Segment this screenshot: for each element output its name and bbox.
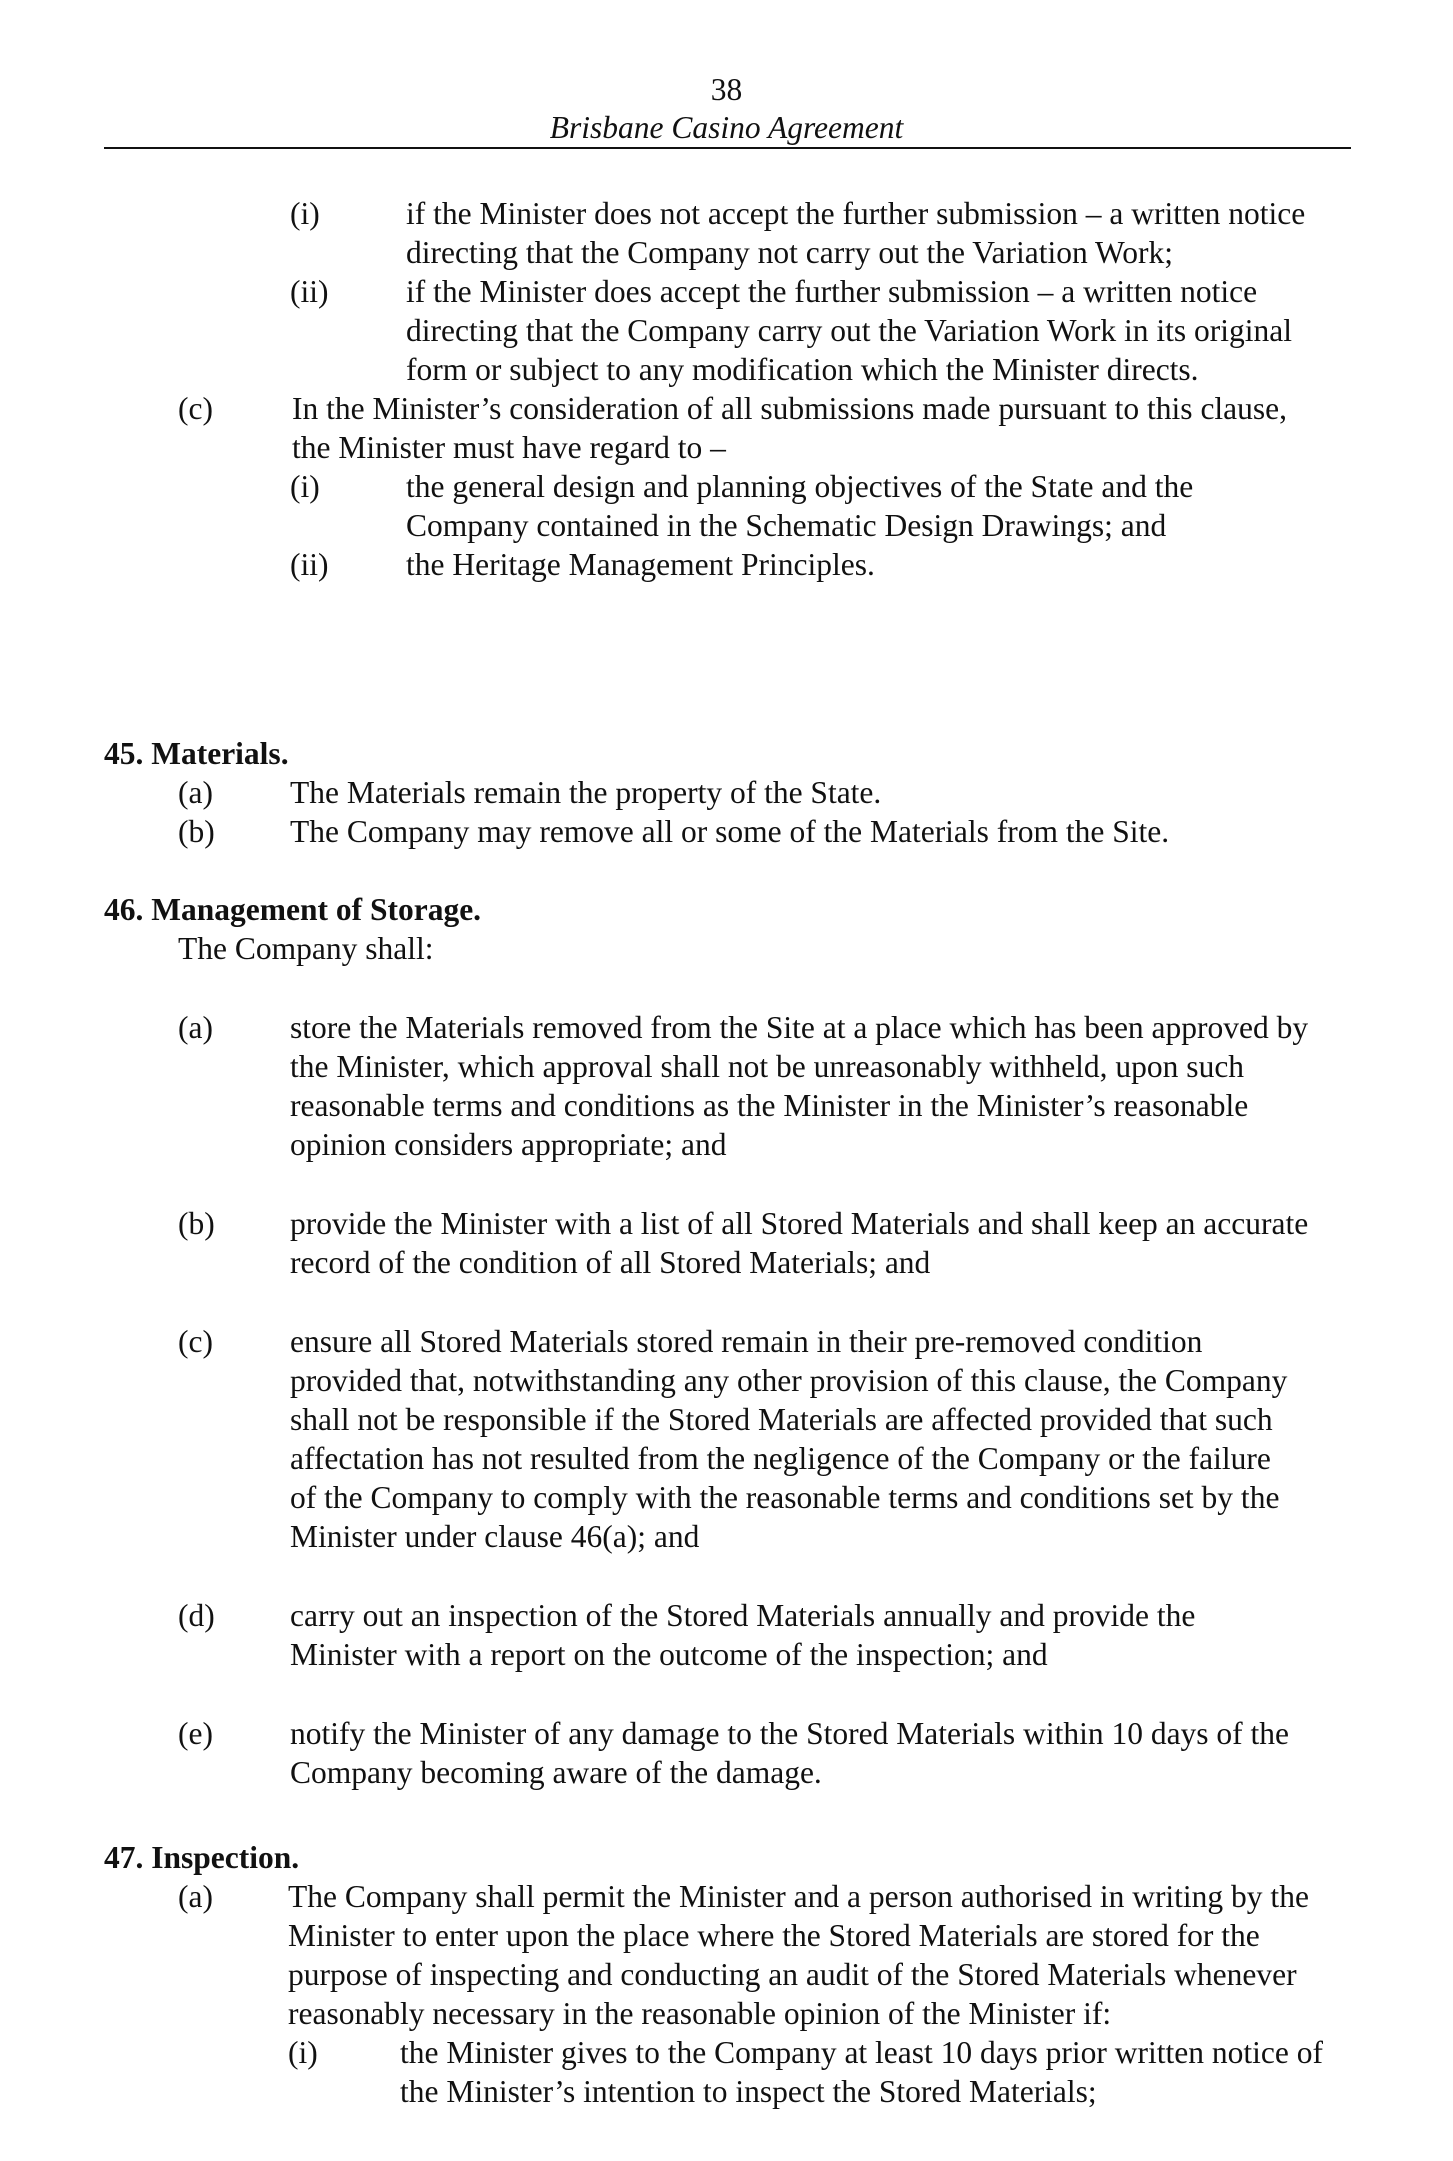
section-46-item-a [0,1008,1453,1164]
clause-c [0,389,1453,467]
item-label: (b) [178,1206,215,1241]
clause-b-item-ii [0,272,1453,389]
section-heading: 47. Inspection. [104,1840,300,1875]
item-label: (a) [178,1879,213,1914]
section-45-item-a [0,773,1453,812]
section-45-item-b [0,812,1453,851]
clause-c-item-ii [0,545,1453,584]
item-label: (a) [178,1010,213,1045]
item-label: (c) [178,391,213,426]
item-label: (e) [178,1716,213,1751]
section-46-item-c [0,1322,1453,1556]
section-intro: The Company shall: [178,931,434,966]
item-label: (a) [178,775,213,810]
running-title: Brisbane Casino Agreement [549,110,904,145]
item-text: if the Minister does not accept the further submission – a written notice directing that the Company not carry out the Variation Work; [406,196,1306,270]
page-number: 38 [710,72,743,107]
section-46-item-b [0,1204,1453,1282]
section-47-item-a-i [0,2033,1453,2111]
section-46-item-d [0,1596,1453,1674]
item-label: (b) [178,814,215,849]
section-47-item-a [0,1877,1453,2033]
item-label: (i) [290,469,320,504]
item-text: The Materials remain the property of the State. [290,775,882,810]
item-text: The Company may remove all or some of the Materials from the Site. [290,814,1170,849]
item-text: provide the Minister with a list of all Stored Materials and shall keep an accurate record of the condition of all Stored Materials; and [290,1206,1309,1280]
item-text: In the Minister’s consideration of all submissions made pursuant to this clause, the Minister must have regard to – [292,391,1288,465]
section-45 [0,734,1453,851]
item-text: if the Minister does accept the further submission – a written notice directing that the Company carry out the Variation Work in its original form or subject to any modification which the Minister directs. [406,274,1292,387]
item-label: (ii) [290,274,329,309]
header-rule [104,147,1351,149]
item-text: the Minister gives to the Company at least 10 days prior written notice of the Minister’s intention to inspect the Stored Materials; [400,2035,1323,2109]
clause-c-item-i [0,467,1453,545]
item-text: ensure all Stored Materials stored remain in their pre-removed condition provided that, notwithstanding any other provision of this clause, the Company shall not be responsible if the Stored Materials are affected provided that such affectation has not resulted from the negligence of the Company or the failure of the Company to comply with the reasonable terms and conditions set by the Minister under clause 46(a); and [290,1324,1288,1554]
continued-clause [0,194,1453,584]
item-label: (ii) [290,547,329,582]
item-label: (d) [178,1598,215,1633]
item-text: The Company shall permit the Minister and a person authorised in writing by the Minister to enter upon the place where the Stored Materials are stored for the purpose of inspecting and conducting an audit of the Stored Materials whenever reasonably necessary in the reasonable opinion of the Minister if: [288,1879,1309,2031]
clause-b-item-i [0,194,1453,272]
item-text: the general design and planning objectives of the State and the Company contained in the Schematic Design Drawings; and [406,469,1194,543]
item-text: carry out an inspection of the Stored Materials annually and provide the Minister with a report on the outcome of the inspection; and [290,1598,1196,1672]
item-text: the Heritage Management Principles. [406,547,875,582]
section-heading: 45. Materials. [104,736,289,771]
section-46 [0,890,1453,1792]
item-text: notify the Minister of any damage to the Stored Materials within 10 days of the Company becoming aware of the damage. [290,1716,1290,1790]
item-text: store the Materials removed from the Site at a place which has been approved by the Minister, which approval shall not be unreasonably withheld, upon such reasonable terms and conditions as the Minister in the Minister’s reasonable opinion considers appropriate; and [290,1010,1309,1162]
item-label: (i) [288,2035,318,2070]
item-label: (c) [178,1324,213,1359]
section-46-item-e [0,1714,1453,1792]
section-heading: 46. Management of Storage. [104,892,482,927]
section-47 [0,1838,1453,2111]
item-label: (i) [290,196,320,231]
